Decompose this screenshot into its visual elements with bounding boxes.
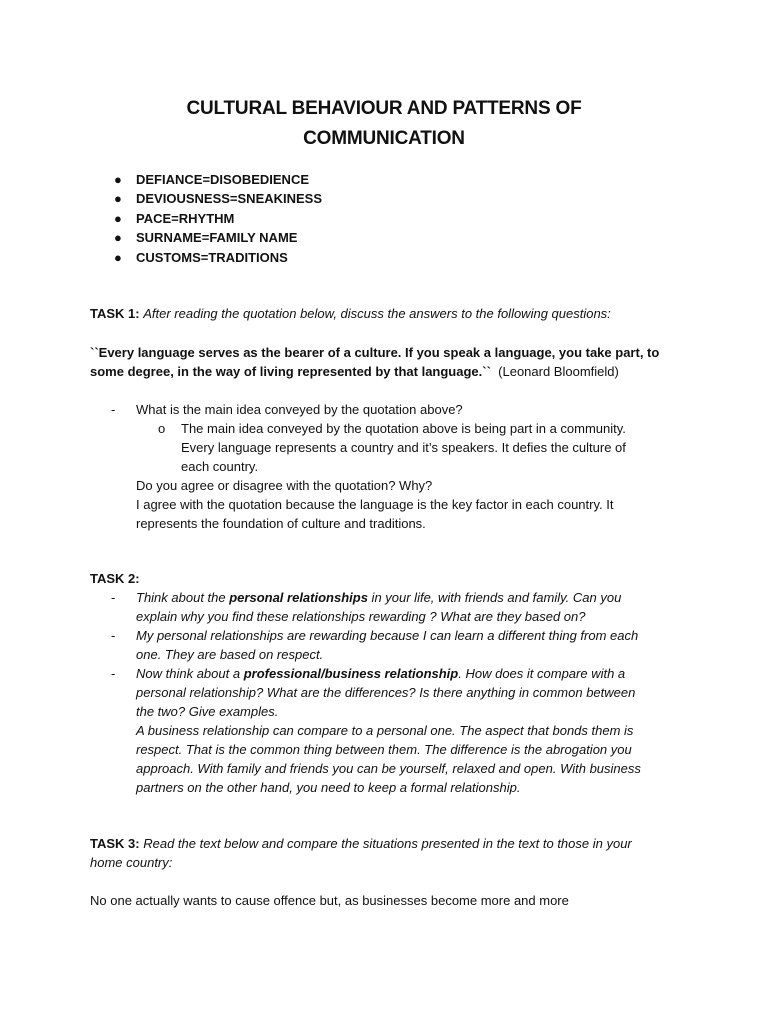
task2-item-1-line-2: explain why you find these relationships rewarding ? What are they based on? [136, 609, 586, 624]
bullet-icon: ● [114, 230, 122, 246]
dash-icon: - [111, 666, 116, 681]
task3-label: TASK 3: [90, 836, 140, 851]
question-2: Do you agree or disagree with the quotation? Why? [136, 478, 433, 493]
task1-instruction: After reading the quotation below, discuss the answers to the following questions: [143, 306, 611, 321]
question-1: What is the main idea conveyed by the quotation above? [136, 402, 463, 417]
answer-1-line-1: The main idea conveyed by the quotation above is being part in a community. [181, 421, 626, 436]
task2-item-1-line-1: Think about the personal relationships in your life, with friends and family. Can you [136, 590, 622, 605]
dash-icon: - [111, 628, 116, 643]
task2-item-3-line-1: Now think about a professional/business relationship. How does it compare with a [136, 666, 626, 681]
task2-label: TASK 2: [90, 571, 140, 586]
page-title [0, 94, 768, 154]
circle-bullet-icon: o [158, 421, 166, 436]
title-line-1: CULTURAL BEHAVIOUR AND PATTERNS OF [186, 98, 582, 119]
quote-author: (Leonard Bloomfield) [498, 364, 619, 379]
task1-label: TASK 1: [90, 306, 140, 321]
answer-2-line-1: I agree with the quotation because the language is the key factor in each country. It [136, 497, 614, 512]
answer-1-line-2: Every language represents a country and it’s speakers. It defies the culture of [181, 440, 626, 455]
answer-2-line-2: represents the foundation of culture and traditions. [136, 516, 426, 531]
dash-icon: - [111, 590, 116, 605]
quote-line-1: ``Every language serves as the bearer of a culture. If you speak a language, you take part, to [90, 345, 660, 360]
title-line-2: COMMUNICATION [303, 128, 465, 149]
task2-item-2-line-2: one. They are based on respect. [136, 647, 324, 662]
bullet-icon: ● [114, 210, 122, 226]
vocabulary-list [112, 170, 322, 267]
task3-instruction-line-2: home country: [90, 855, 173, 870]
bullet-icon: ● [114, 172, 122, 187]
task1-heading [90, 304, 611, 323]
vocabulary-item: ● DEFIANCE=DISOBEDIENCE [114, 172, 309, 187]
task2-answer-line-3: approach. With family and friends you can be yourself, relaxed and open. With business [136, 761, 641, 776]
task3-heading: TASK 3: Read the text below and compare the situations presented in the text to those in your [90, 836, 632, 851]
vocabulary-item: ● PACE=RHYTHM [114, 210, 235, 226]
task2-item-3-line-3: the two? Give examples. [136, 704, 279, 719]
bullet-icon: ● [114, 249, 122, 265]
task2-answer-line-2: respect. That is the common thing between them. The difference is the abrogation you [136, 742, 632, 757]
task2-item-3-line-2: personal relationship? What are the differences? Is there anything in common between [136, 685, 636, 700]
bullet-icon: ● [114, 191, 122, 207]
quote-line-2: some degree, in the way of living represented by that language.`` (Leonard Bloomfield) [90, 364, 619, 379]
vocabulary-item: ● DEVIOUSNESS=SNEAKINESS [114, 191, 323, 207]
task3-text-line-1: No one actually wants to cause offence but, as businesses become more and more [90, 893, 569, 908]
vocabulary-item: ● SURNAME=FAMILY NAME [114, 230, 298, 246]
vocabulary-item: ● CUSTOMS=TRADITIONS [114, 249, 288, 265]
task2-answer-line-4: partners on the other hand, you need to keep a formal relationship. [136, 780, 521, 795]
answer-1-line-3: each country. [181, 459, 259, 474]
dash-icon: - [111, 402, 116, 417]
task2-answer-line-1: A business relationship can compare to a personal one. The aspect that bonds them is [136, 723, 634, 738]
task2-item-2-line-1: My personal relationships are rewarding because I can learn a different thing from each [136, 628, 639, 643]
